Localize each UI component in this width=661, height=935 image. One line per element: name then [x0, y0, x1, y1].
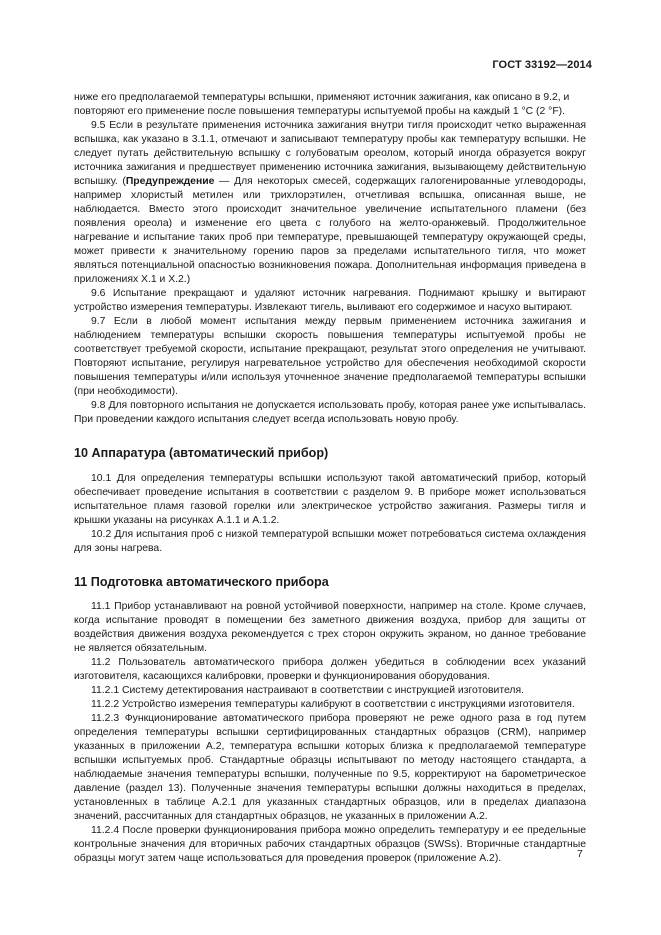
- paragraph-9-6: 9.6 Испытание прекращают и удаляют источник нагревания. Поднимают крышку и вытирают устройство измерения температуры. Извлекают тигель, выливают его содержимое и насухо вытирают.: [74, 288, 586, 313]
- page-number: 7: [577, 849, 583, 860]
- paragraph-11-1: 11.1 Прибор устанавливают на ровной устойчивой поверхности, например на столе. Кроме случаев, когда испытание проводят в помещении без заметного движения воздуха, прибор для защиты от воздействия движения воздуха рекомендуется с трех сторон окружить экраном, но данное требование не является обязательным.: [74, 601, 586, 654]
- paragraph-11-2-4: 11.2.4 После проверки функционирования прибора можно определить температуру и ее предельные контрольные значения для вторичных рабочих стандартных образцов (SWSs). Вторичные стандартные образцы могут затем чаще использоваться для проведения проверок (приложение А.2).: [74, 825, 586, 864]
- paragraph-9-5: [74, 119, 586, 287]
- section-11-heading: 11 Подготовка автоматического прибора: [74, 575, 329, 589]
- paragraph-9-5-warning-text: — Для некоторых смесей, содержащих галогенированные углеводороды, например хлористый метилен или трихлорэтилен, отчетливая вспышка, описанная выше, не наблюдается. Вместо этого происходит значительное увеличение испытательного пламени (без появления ореола) и изменение его цвета с голубого на желто-оранжевый. Продолжительное нагревание и испытание таких проб при температуре, превышающей температуру окружающей среды, может привести к значительному горению паров за пределами испытательного тигля, что может являться потенциальной опасностью возникновения пожара. Дополнительная информация приведена в приложениях Х.1 и Х.2.): [74, 176, 586, 285]
- paragraph-10-2: 10.2 Для испытания проб с низкой температурой вспышки может потребоваться система охлаждения для зоны нагрева.: [74, 529, 586, 554]
- paragraph-9-5-text: 9.5 Если в результате применения источника зажигания внутри тигля происходит четко выраженная вспышка, как указано в 3.1.1, отмечают и записывают температуру пробы как температуру вспышки. Не следует путать действительную вспышку с голубоватым ореолом, который иногда образуется вокруг источника зажигания и предшествует применению источника зажигания, вызывающему действительную вспышку. (: [74, 120, 586, 187]
- warning-label: Предупреждение: [125, 176, 215, 187]
- page-content: [74, 91, 586, 866]
- paragraph-11-2-1: 11.2.1 Систему детектирования настраивают в соответствии с инструкцией изготовителя.: [91, 685, 524, 696]
- paragraph-11-2-2: 11.2.2 Устройство измерения температуры калибруют в соответствии с инструкциями изготовителя.: [91, 699, 575, 710]
- section-10-heading: 10 Аппаратура (автоматический прибор): [74, 446, 329, 460]
- paragraph-9-4-continued: ниже его предполагаемой температуры вспышки, применяют источник зажигания, как описано в 9.2, и повторяют его применение после повышения температуры испытуемой пробы на каждый 1 °С (2 °F).: [74, 92, 570, 117]
- paragraph-11-2: 11.2 Пользователь автоматического прибора должен убедиться в соблюдении всех указаний изготовителя, касающихся калибровки, проверки и функционирования оборудования.: [74, 657, 586, 682]
- paragraph-9-7: 9.7 Если в любой момент испытания между первым применением источника зажигания и наблюдением температуры вспышки скорость повышения температуры испытуемой пробы не соответствует требуемой скорости, испытание прекращают, результат этого определения не учитывают. Повторяют испытание, регулируя нагревательное устройство для обеспечения необходимой скорости повышения температуры и/или используя уточненное значение предполагаемой температуры вспышки (при необходимости).: [74, 316, 586, 397]
- paragraph-10-1: 10.1 Для определения температуры вспышки используют такой автоматический прибор, который обеспечивает проведение испытания в соответствии с разделом 9. В приборе может использоваться испытательное пламя газовой горелки или электрическое устройство зажигания. Размеры тигля и крышки указаны на рисунках А.1.1 и А.1.2.: [74, 473, 586, 526]
- document-header: ГОСТ 33192—2014: [492, 59, 592, 71]
- paragraph-11-2-3: 11.2.3 Функционирование автоматического прибора проверяют не реже одного раза в год путем определения температуры вспышки сертифицированных стандартных образцов (CRM), например указанных в приложении А.2, температура вспышки которых близка к предполагаемой температуре вспышки испытуемых проб. Стандартные образцы испытывают по методу настоящего стандарта, а наблюдаемые значения температуры вспышки, полученные по 9.5, корректируют на барометрическое давление (раздел 13). Полученные значения температуры вспышки должны находиться в пределах, установленных в таблице А.2.1 для указанных стандартных образцов, или в пределах диапазона значений, рассчитанных для стандартных образцов, не указанных в приложении А.2.: [74, 713, 586, 822]
- paragraph-9-8: 9.8 Для повторного испытания не допускается использовать пробу, которая ранее уже испытывалась. При проведении каждого испытания следует всегда использовать новую пробу.: [74, 400, 586, 425]
